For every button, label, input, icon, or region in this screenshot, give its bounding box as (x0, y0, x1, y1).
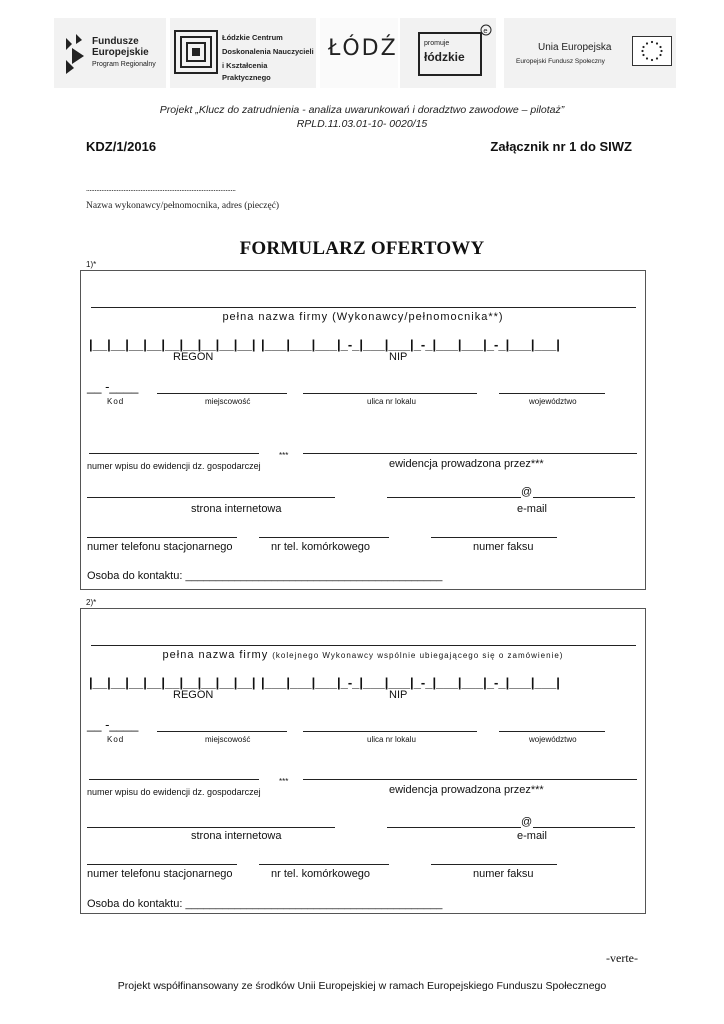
fe-stars-icon (62, 30, 88, 76)
form-title: FORMULARZ OFERTOWY (239, 238, 485, 259)
regon-boxes[interactable]: |__|__|__|__|__|__|__|__|__| (89, 337, 256, 352)
company-name-line[interactable] (91, 307, 636, 308)
voivodeship-line[interactable] (499, 393, 605, 394)
attachment-label: Załącznik nr 1 do SIWZ (490, 139, 632, 154)
city-label: miejscowość (205, 397, 251, 406)
company-name-caption-main: pełna nazwa firmy (162, 649, 269, 661)
registry-by-line[interactable] (303, 779, 637, 780)
city-line[interactable] (157, 393, 287, 394)
nip-label: NIP (389, 689, 408, 701)
section-1-box (80, 270, 646, 590)
company-name-caption (81, 649, 645, 661)
logo-bar (54, 18, 676, 88)
registry-stars: *** (279, 777, 289, 786)
mobile-line[interactable] (259, 537, 389, 538)
street-label: ulica nr lokalu (367, 735, 416, 744)
email-at: @ (521, 816, 533, 828)
eu-flag-icon (632, 36, 672, 66)
ue-sub: Europejski Fundusz Społeczny (516, 58, 605, 65)
company-name-line[interactable] (91, 645, 636, 646)
phone-label: numer telefonu stacjonarnego (87, 868, 233, 880)
website-line[interactable] (87, 497, 335, 498)
registry-number-line[interactable] (89, 453, 259, 454)
lodz-logo (320, 18, 398, 88)
contact-label: Osoba do kontaktu: (87, 570, 186, 582)
contact-person-field[interactable] (87, 570, 442, 582)
project-line-1: Projekt „Klucz do zatrudnienia - analiza uwarunkowań i doradztwo zawodowe – pilotaż” (159, 104, 565, 116)
voivodeship-label: województwo (529, 397, 577, 406)
contact-label: Osoba do kontaktu: (87, 898, 186, 910)
contractor-label: Nazwa wykonawcy/pełnomocnika, adres (pieczęć) (86, 201, 280, 211)
email-domain-line[interactable] (533, 497, 635, 498)
city-line[interactable] (157, 731, 287, 732)
voivodeship-label: województwo (529, 735, 577, 744)
verte-label: -verte- (606, 951, 638, 965)
registry-number-line[interactable] (89, 779, 259, 780)
lcdn-line-1: Łódzkie Centrum (222, 33, 283, 42)
funding-footer: Projekt współfinansowany ze środków Unii Europejskiej w ramach Europejskiego Funduszu Społecznego (117, 980, 607, 992)
website-line[interactable] (87, 827, 335, 828)
ue-title: Unia Europejska (538, 42, 612, 53)
company-name-caption-main: pełna nazwa firmy (Wykonawcy/pełnomocnika**) (222, 311, 504, 323)
street-line[interactable] (303, 393, 477, 394)
email-user-line[interactable] (387, 827, 521, 828)
regon-label: REGON (173, 689, 214, 701)
section-2-marker: 2)* (86, 598, 97, 607)
lodzkie-text: łódzkie (424, 50, 465, 64)
website-label: strona internetowa (191, 830, 282, 842)
registry-number-label: numer wpisu do ewidencji dz. gospodarczej (87, 787, 261, 797)
mobile-label: nr tel. komórkowego (271, 541, 371, 553)
contact-line[interactable]: __________________________________________ (185, 570, 443, 582)
lcdn-line-2: Doskonalenia Nauczycieli (222, 47, 314, 56)
project-line-2: RPLD.11.03.01-10- 0020/15 (296, 118, 428, 130)
postal-code-field[interactable]: __ -____ (87, 717, 139, 732)
email-domain-line[interactable] (533, 827, 635, 828)
phone-line[interactable] (87, 537, 237, 538)
fax-line[interactable] (431, 864, 557, 865)
fe-title-2: Europejskie (92, 47, 149, 58)
street-label: ulica nr lokalu (367, 397, 416, 406)
promuje-lodzkie-logo (400, 18, 496, 88)
city-label: miejscowość (205, 735, 251, 744)
nip-boxes[interactable]: |___|___|___|_-_|___|___|_-_|___|___|_-_|___|___| (261, 337, 560, 352)
postal-code-label: Kod (107, 397, 125, 406)
lcdn-square-icon (174, 30, 218, 74)
contact-person-field[interactable] (87, 898, 442, 910)
email-user-line[interactable] (387, 497, 521, 498)
e-circle-icon (480, 24, 492, 36)
phone-label: numer telefonu stacjonarnego (87, 541, 233, 553)
voivodeship-line[interactable] (499, 731, 605, 732)
registry-number-label: numer wpisu do ewidencji dz. gospodarczej (87, 461, 261, 471)
postal-code-field[interactable]: __ -____ (87, 379, 139, 394)
nip-label: NIP (389, 351, 408, 363)
mobile-label: nr tel. komórkowego (271, 868, 371, 880)
svg-text:e: e (483, 27, 488, 35)
section-2-box (80, 608, 646, 914)
street-line[interactable] (303, 731, 477, 732)
company-name-caption (81, 311, 645, 323)
regon-label: REGON (173, 351, 214, 363)
registry-by-line[interactable] (303, 453, 637, 454)
reference-number: KDZ/1/2016 (86, 139, 157, 154)
email-label: e-mail (517, 830, 547, 842)
postal-code-label: Kod (107, 735, 125, 744)
fax-line[interactable] (431, 537, 557, 538)
promuje-text: promuje (424, 40, 450, 47)
fax-label: numer faksu (473, 541, 534, 553)
fe-sub: Program Regionalny (92, 61, 156, 68)
nip-boxes[interactable]: |___|___|___|_-_|___|___|_-_|___|___|_-_|___|___| (261, 675, 560, 690)
registry-stars: *** (279, 451, 289, 460)
lcdn-logo (170, 18, 316, 88)
fax-label: numer faksu (473, 868, 534, 880)
company-name-caption-extra: (kolejnego Wykonawcy wspólnie ubiegającego się o zamówienie) (272, 651, 564, 660)
mobile-line[interactable] (259, 864, 389, 865)
lcdn-line-3: i Kształcenia Praktycznego (222, 61, 271, 82)
email-at: @ (521, 486, 533, 498)
fundusze-europejskie-logo (54, 18, 166, 88)
website-label: strona internetowa (191, 503, 282, 515)
fe-title-1: Fundusze (92, 36, 139, 47)
phone-line[interactable] (87, 864, 237, 865)
unia-europejska-logo (504, 18, 676, 88)
registry-by-label: ewidencja prowadzona przez*** (389, 784, 544, 796)
regon-boxes[interactable]: |__|__|__|__|__|__|__|__|__| (89, 675, 256, 690)
registry-by-label: ewidencja prowadzona przez*** (389, 458, 544, 470)
contractor-dotted-line: ........................................................................................ (86, 184, 236, 193)
section-1-marker: 1)* (86, 260, 97, 269)
contact-line[interactable]: __________________________________________ (185, 898, 443, 910)
lodz-text: ŁÓDŹ (328, 36, 398, 61)
email-label: e-mail (517, 503, 547, 515)
